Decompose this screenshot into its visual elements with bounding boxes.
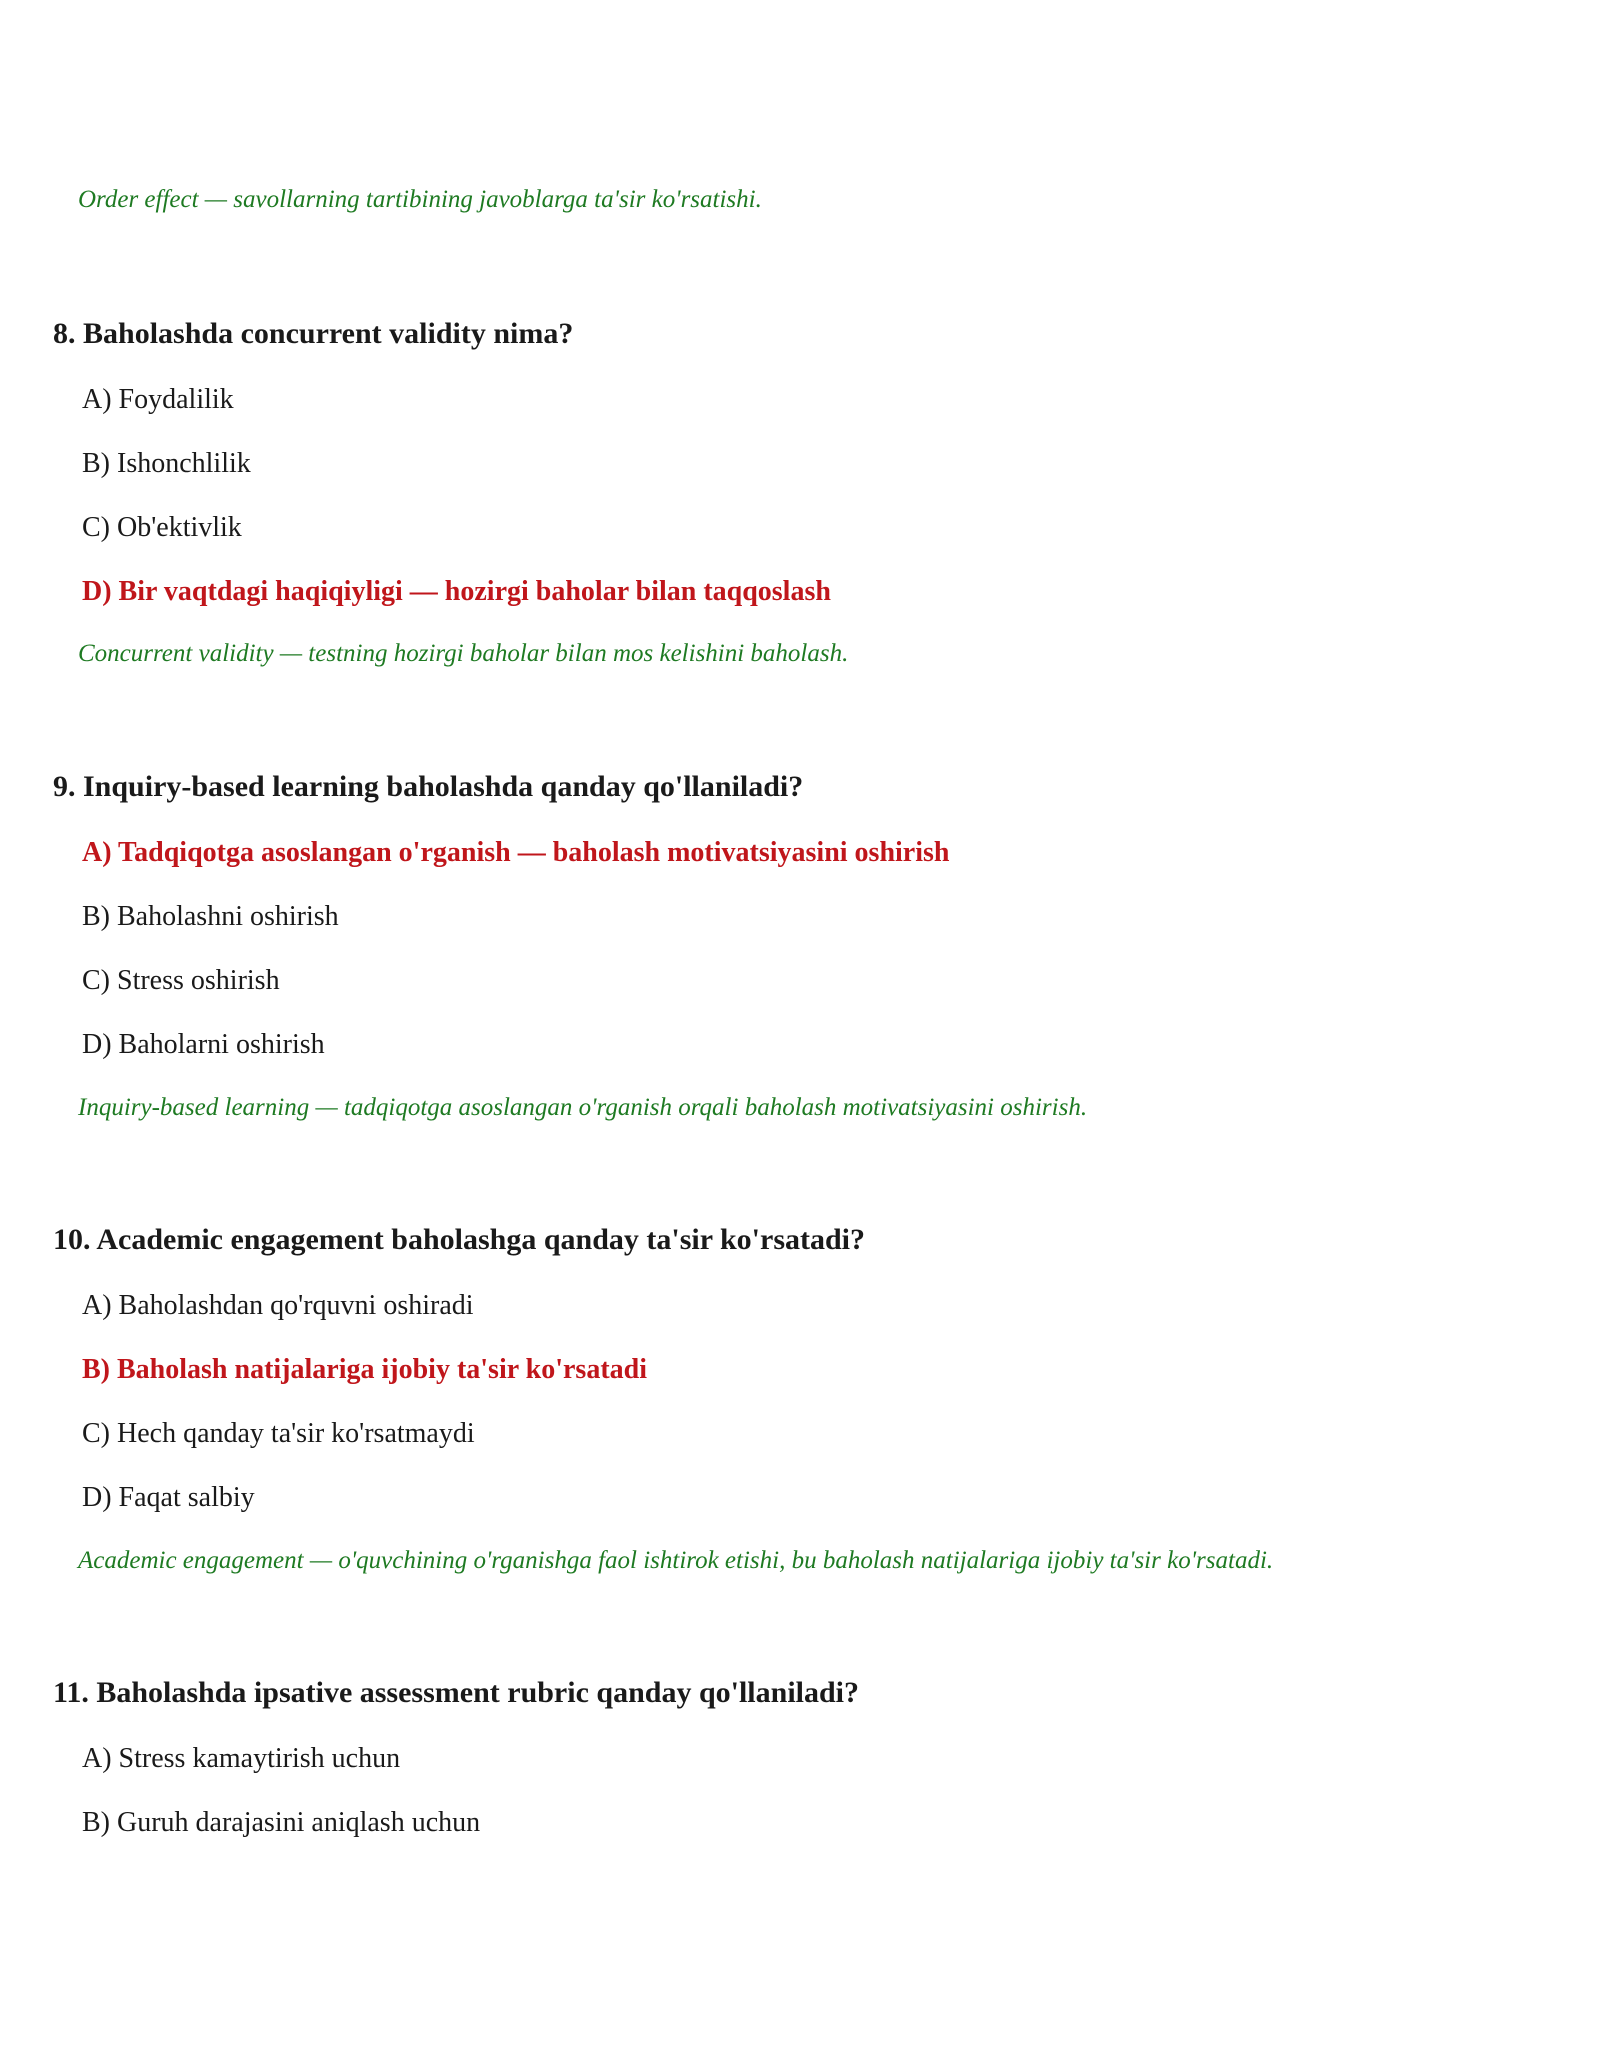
- question-10-option-d: D) Faqat salbiy: [82, 1482, 255, 1513]
- question-8-option-d-correct: D) Bir vaqtdagi haqiqiyligi — hozirgi baholar bilan taqqoslash: [82, 576, 831, 607]
- question-9-option-c: C) Stress oshirish: [82, 965, 280, 996]
- question-10-option-b-correct: B) Baholash natijalariga ijobiy ta'sir ko'rsatadi: [82, 1354, 647, 1385]
- question-11-option-a: A) Stress kamaytirish uchun: [82, 1743, 401, 1774]
- question-11-title: 11. Baholashda ipsative assessment rubric qanday qo'llaniladi?: [53, 1676, 860, 1709]
- question-8-option-a: A) Foydalilik: [82, 384, 234, 415]
- question-8-explanation: Concurrent validity — testning hozirgi baholar bilan mos kelishini baholash.: [78, 640, 849, 667]
- question-9-title: 9. Inquiry-based learning baholashda qanday qo'llaniladi?: [53, 770, 804, 803]
- question-9-option-b: B) Baholashni oshirish: [82, 901, 339, 932]
- question-8-option-c: C) Ob'ektivlik: [82, 512, 242, 543]
- question-10-explanation: Academic engagement — o'quvchining o'rganishga faol ishtirok etishi, bu baholash natijalariga ijobiy ta'sir ko'rsatadi.: [78, 1547, 1274, 1574]
- question-8-title: 8. Baholashda concurrent validity nima?: [53, 317, 574, 350]
- question-10-option-c: C) Hech qanday ta'sir ko'rsatmaydi: [82, 1418, 475, 1449]
- question-9-explanation: Inquiry-based learning — tadqiqotga asoslangan o'rganish orqali baholash motivatsiyasini oshirish.: [78, 1094, 1088, 1121]
- question-10-title: 10. Academic engagement baholashga qanday ta'sir ko'rsatadi?: [53, 1223, 866, 1256]
- question-11-option-b: B) Guruh darajasini aniqlash uchun: [82, 1807, 481, 1838]
- question-9-option-a-correct: A) Tadqiqotga asoslangan o'rganish — baholash motivatsiyasini oshirish: [82, 837, 950, 868]
- question-10-option-a: A) Baholashdan qo'rquvni oshiradi: [82, 1290, 474, 1321]
- question-8-option-b: B) Ishonchlilik: [82, 448, 251, 479]
- explanation-order-effect: Order effect — savollarning tartibining javoblarga ta'sir ko'rsatishi.: [78, 186, 762, 213]
- question-9-option-d: D) Baholarni oshirish: [82, 1029, 325, 1060]
